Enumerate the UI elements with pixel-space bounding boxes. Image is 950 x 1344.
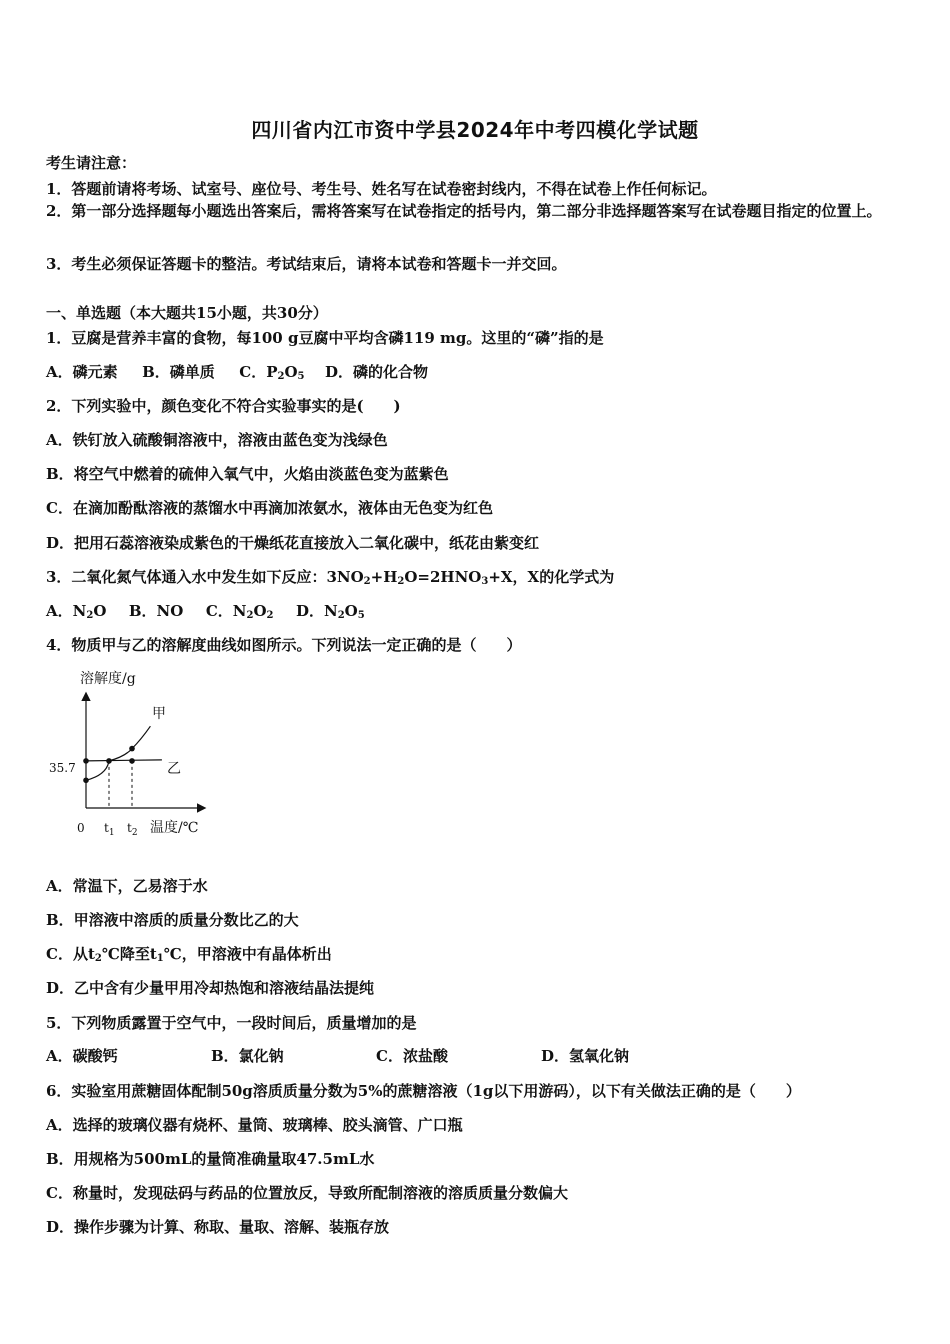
q1-option-a: A．磷元素 — [46, 363, 118, 381]
series-yi-line — [86, 760, 162, 761]
q3-option-c: C．$N_2O_2$ — [205, 602, 274, 621]
q5-option-b: B．氯化钠 — [211, 1047, 284, 1065]
q5-option-c: C．浓盐酸 — [376, 1047, 448, 1065]
q2-option-b: B．将空气中燃着的硫伸入氧气中，火焰由淡蓝色变为蓝紫色 — [46, 465, 449, 483]
jia-point-0 — [83, 777, 89, 783]
question-3-options — [46, 600, 365, 621]
q6-option-a: A．选择的玻璃仪器有烧杯、量筒、玻璃棒、胶头滴管、广口瓶 — [46, 1116, 463, 1134]
jia-point-t2 — [129, 746, 135, 752]
series-jia-label: 甲 — [152, 706, 166, 722]
notice-item-2: 2．第一部分选择题每小题选出答案后，需将答案写在试卷指定的括号内，第二部分非选择题答案写在试卷题目指定的位置上。 — [46, 202, 882, 220]
question-6-stem: 6．实验室用蔗糖固体配制50g溶质质量分数为5%的蔗糖溶液（1g以下用游码），以下有关做法正确的是（ ） — [46, 1082, 801, 1100]
q4-option-c: C．从$t_2℃$降至$t_1℃$，甲溶液中有晶体析出 — [46, 945, 332, 964]
yi-point-t2 — [129, 758, 135, 764]
question-1-options — [46, 361, 428, 382]
q5-option-d: D．氢氧化钠 — [541, 1047, 630, 1065]
yi-point-0 — [83, 758, 89, 764]
notice-item-1: 1．答题前请将考场、试室号、座位号、考生号、姓名写在试卷密封线内，不得在试卷上作任何标记。 — [46, 180, 717, 198]
series-jia-curve — [86, 726, 150, 780]
q3-option-b: B．NO — [128, 602, 184, 620]
chart-x-tick-t1: $t_1$ — [104, 821, 115, 838]
page-title: 四川省内江市资中学县2024年中考四模化学试题 — [251, 118, 699, 142]
q2-option-a: A．铁钉放入硫酸铜溶液中，溶液由蓝色变为浅绿色 — [46, 431, 388, 449]
q6-option-d: D．操作步骤为计算、称取、量取、溶解、装瓶存放 — [46, 1218, 390, 1236]
intersection-point-t1 — [106, 758, 112, 764]
notice-item-3: 3．考生必须保证答题卡的整洁。考试结束后，请将本试卷和答题卡一并交回。 — [46, 255, 567, 273]
q5-option-a: A．碳酸钙 — [46, 1047, 118, 1065]
q1-option-b: B．磷单质 — [142, 363, 215, 381]
section-heading: 一、单选题（本大题共15小题，共30分） — [46, 304, 328, 322]
q3-option-a: A．$N_2O$ — [46, 602, 107, 621]
q3-option-d: D．$N_2O_5$ — [295, 602, 365, 621]
chart-xlabel: 温度/℃ — [150, 820, 199, 836]
question-2-stem: 2．下列实验中，颜色变化不符合实验事实的是( ) — [46, 397, 401, 415]
question-5-options — [46, 1045, 629, 1066]
q4-option-b: B．甲溶液中溶质的质量分数比乙的大 — [46, 911, 299, 929]
q6-option-b: B．用规格为500mL的量筒准确量取47.5mL水 — [46, 1150, 375, 1168]
chart-ylabel: 溶解度/g — [80, 671, 136, 687]
question-5-stem: 5．下列物质露置于空气中，一段时间后，质量增加的是 — [46, 1014, 417, 1032]
q6-option-c: C．称量时，发现砝码与药品的位置放反，导致所配制溶液的溶质质量分数偏大 — [46, 1184, 568, 1202]
question-4-stem: 4．物质甲与乙的溶解度曲线如图所示。下列说法一定正确的是（ ） — [46, 636, 522, 654]
notice-heading: 考生请注意： — [46, 154, 137, 172]
chart-x-tick-t2: $t_2$ — [127, 821, 138, 838]
question-3-stem: 3．二氧化氮气体通入水中发生如下反应：$3NO_2+H_2O=2HNO_3+X$，X的化学式为 — [46, 568, 615, 587]
series-yi-label: 乙 — [167, 761, 181, 777]
q2-option-c: C．在滴加酚酞溶液的蒸馏水中再滴加浓氨水，液体由无色变为红色 — [46, 499, 493, 517]
solubility-chart — [46, 662, 216, 842]
q4-option-a: A．常温下，乙易溶于水 — [46, 877, 208, 895]
q2-option-d: D．把用石蕊溶液染成紫色的干燥纸花直接放入二氧化碳中，纸花由紫变红 — [46, 534, 540, 552]
q4-option-d: D．乙中含有少量甲用冷却热饱和溶液结晶法提纯 — [46, 979, 375, 997]
question-1-stem: 1．豆腐是营养丰富的食物，每100 g豆腐中平均含磷119 mg。这里的“磷”指的是 — [46, 329, 604, 347]
chart-y-tick: 35.7 — [49, 761, 76, 775]
q1-option-c: C．$P_2O_5$ — [239, 363, 305, 382]
q1-option-d: D．磷的化合物 — [324, 363, 428, 381]
chart-origin-label: 0 — [77, 821, 85, 835]
